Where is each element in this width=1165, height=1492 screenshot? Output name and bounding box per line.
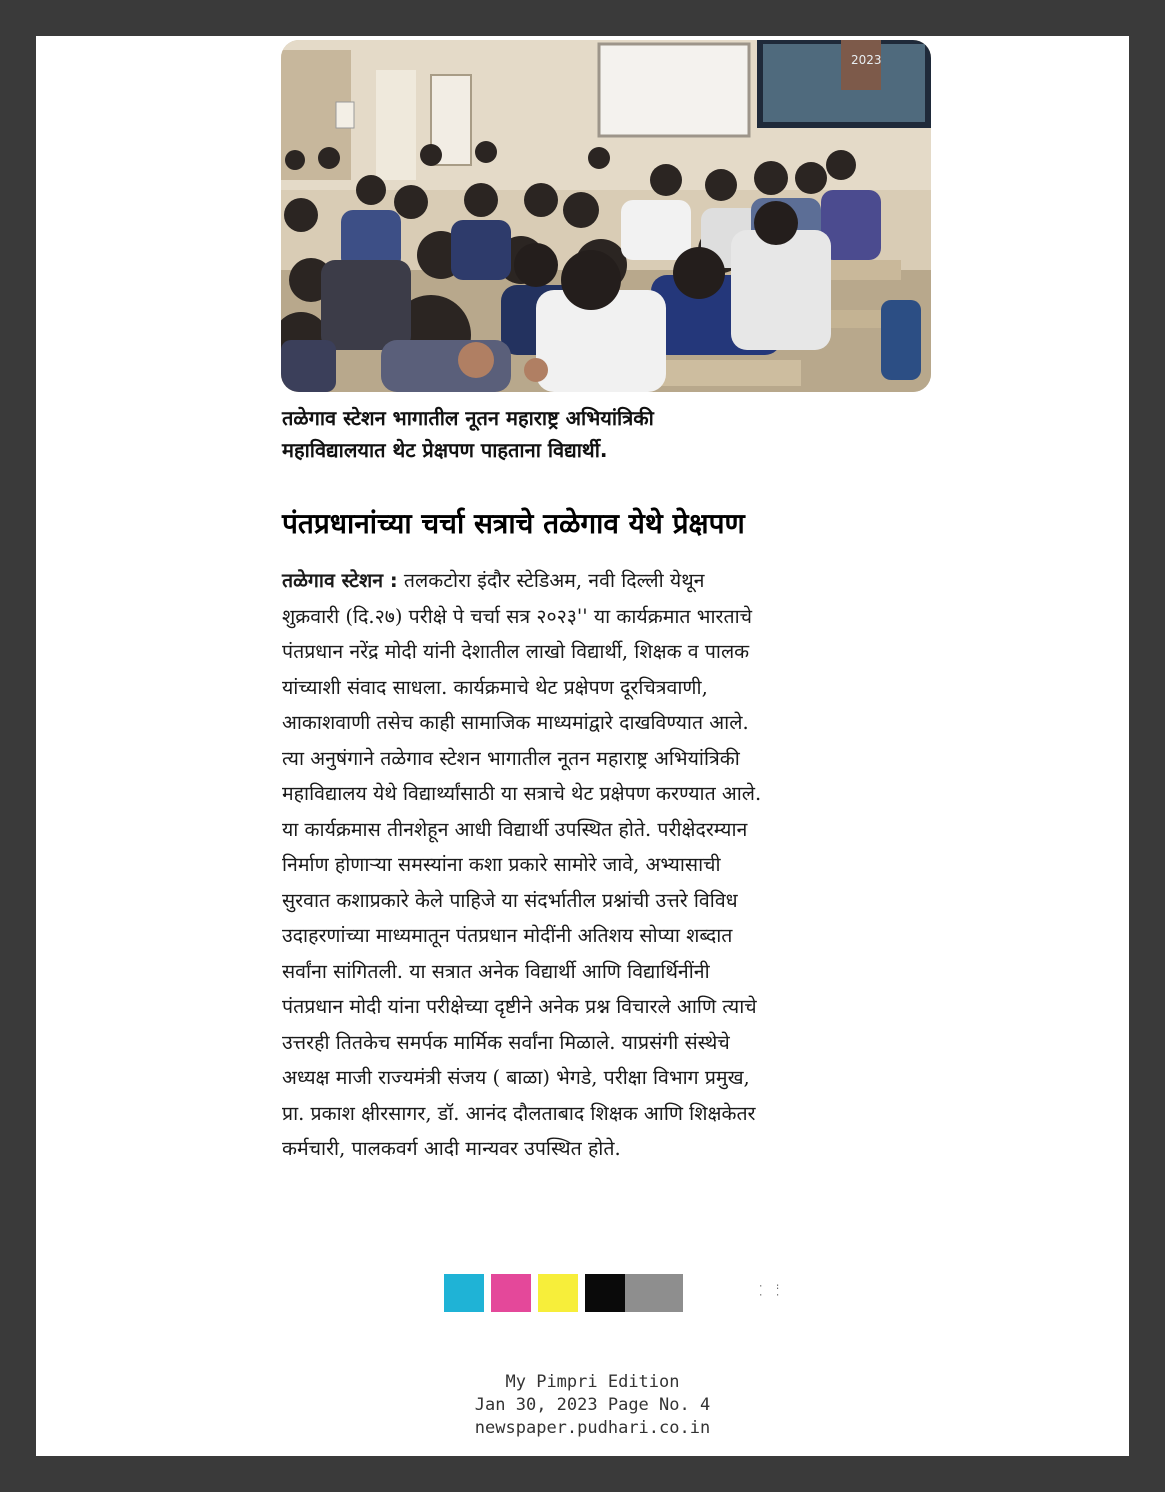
- tv-screen-text: 2023: [851, 53, 882, 67]
- article-body-first-line: तलकटोरा इंदौर स्टेडिअम, नवी दिल्ली येथून: [397, 569, 705, 592]
- edition-date-page: Jan 30, 2023 Page No. 4: [474, 1395, 711, 1415]
- print-color-bar: [444, 1274, 683, 1312]
- article-body-line: सर्वांना सांगितली. या सत्रात अनेक विद्यार्थी आणि विद्यार्थिनींनी: [282, 959, 710, 983]
- classroom-photo: [281, 40, 931, 392]
- edition-name: My Pimpri Edition: [505, 1372, 680, 1392]
- photo-caption: [282, 402, 932, 466]
- article-body-line: त्या अनुषंगाने तळेगाव स्टेशन भागातील नूतन महाराष्ट्र अभियांत्रिकी: [282, 746, 740, 770]
- article-body-line: पंतप्रधान मोदी यांना परीक्षेच्या दृष्टीने अनेक प्रश्न विचारले आणि त्याचे: [282, 995, 757, 1018]
- article-body-line: उत्तरही तितकेच समर्पक मार्मिक सर्वांना मिळाले. याप्रसंगी संस्थेचे: [282, 1030, 730, 1054]
- registration-marks: · : · ·: [758, 1282, 784, 1301]
- article-body-line: कर्मचारी, पालकवर्ग आदी मान्यवर उपस्थित होते.: [282, 1137, 621, 1160]
- color-swatch-magenta: [491, 1274, 531, 1312]
- article-body-line: महाविद्यालय येथे विद्यार्थ्यांसाठी या सत्राचे थेट प्रक्षेपण करण्यात आले.: [282, 782, 762, 805]
- news-photo: [281, 40, 931, 392]
- article-body-line: अध्यक्ष माजी राज्यमंत्री संजय ( बाळा) भेगडे, परीक्षा विभाग प्रमुख,: [282, 1066, 750, 1089]
- article-body-line: आकाशवाणी तसेच काही सामाजिक माध्यमांद्वारे दाखविण्यात आले.: [282, 711, 749, 734]
- color-swatch-cyan: [444, 1274, 484, 1312]
- article-body-line: [282, 563, 932, 599]
- article-body-line: सुरवात कशाप्रकारे केले पाहिजे या संदर्भातील प्रश्नांची उत्तरे विविध: [282, 888, 738, 912]
- color-swatch-gray: [625, 1274, 683, 1312]
- article-body: [282, 563, 932, 1167]
- color-swatch-black: [585, 1274, 625, 1312]
- article-body-line: शुक्रवारी (दि.२७) परीक्षे पे चर्चा सत्र २०२३'' या कार्यक्रमात भारताचे: [282, 604, 753, 628]
- article-headline: पंतप्रधानांच्या चर्चा सत्राचे तळेगाव येथे प्रेक्षपण: [282, 507, 745, 540]
- color-swatch-yellow: [538, 1274, 578, 1312]
- edition-site: newspaper.pudhari.co.in: [474, 1418, 711, 1438]
- article-body-line: प्रा. प्रकाश क्षीरसागर, डॉ. आनंद दौलताबाद शिक्षक आणि शिक्षकेतर: [282, 1101, 756, 1125]
- article-body-line: पंतप्रधान नरेंद्र मोदी यांनी देशातील लाखो विद्यार्थी, शिक्षक व पालक: [282, 640, 750, 663]
- article-body-line: यांच्याशी संवाद साधला. कार्यक्रमाचे थेट प्रक्षेपण दूरचित्रवाणी,: [282, 675, 708, 699]
- edition-footer: [36, 1371, 1149, 1440]
- photo-caption-line: महाविद्यालयात थेट प्रेक्षपण पाहताना विद्यार्थी.: [282, 438, 608, 462]
- article-body-line: या कार्यक्रमास तीनशेहून आधी विद्यार्थी उपस्थित होते. परीक्षेदरम्यान: [282, 817, 748, 841]
- article-dateline: तळेगाव स्टेशन :: [282, 569, 398, 592]
- photo-caption-line: तळेगाव स्टेशन भागातील नूतन महाराष्ट्र अभियांत्रिकी: [282, 406, 654, 430]
- clipping-frame: [36, 36, 1129, 1456]
- article-body-line: निर्माण होणाऱ्या समस्यांना कशा प्रकारे सामोरे जावे, अभ्यासाची: [282, 853, 721, 876]
- article-body-line: उदाहरणांच्या माध्यमातून पंतप्रधान मोदींनी अतिशय सोप्या शब्दात: [282, 924, 733, 947]
